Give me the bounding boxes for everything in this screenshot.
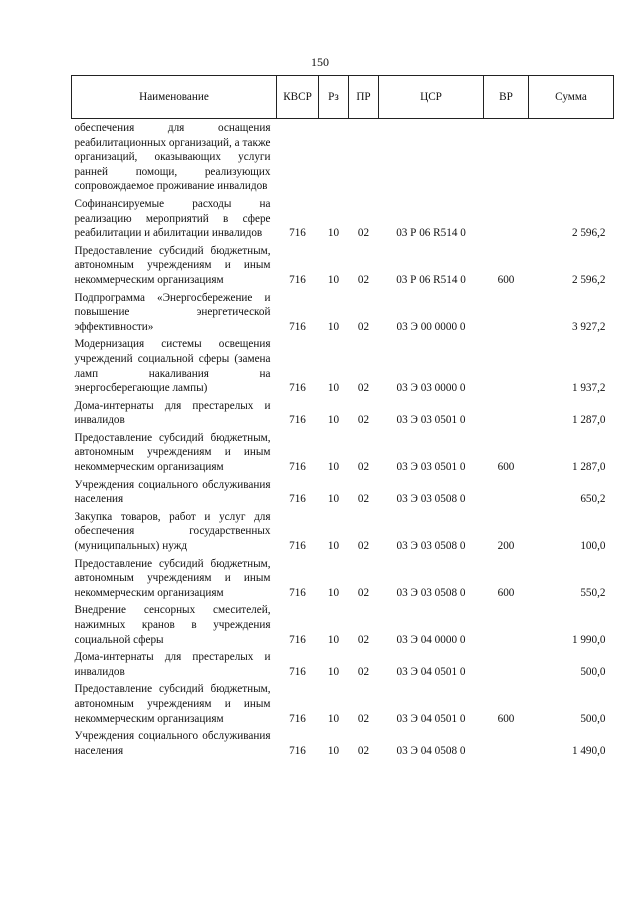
row-sum: 1 490,0 [571, 744, 606, 757]
row-rz [319, 119, 349, 197]
row-rz: 10 [327, 665, 340, 678]
row-rz: 10 [327, 461, 340, 474]
row-rz: 10 [327, 320, 340, 333]
row-vr [484, 119, 529, 197]
row-name: Внедрение сенсорных смесителей, нажимных кранов в учреждения социальной сферы [74, 604, 271, 646]
row-kvsr: 716 [289, 461, 306, 474]
row-kvsr: 716 [289, 273, 306, 286]
row-pr: 02 [357, 414, 370, 427]
row-sum: 1 287,0 [571, 461, 606, 474]
row-csr: 03 Э 03 0000 0 [396, 382, 466, 395]
row-pr: 02 [357, 493, 370, 506]
table-row [72, 197, 614, 244]
row-rz: 10 [327, 382, 340, 395]
row-name: Учреждения социального обслуживания населения [74, 730, 271, 757]
row-name: Учреждения социального обслуживания населения [74, 478, 271, 506]
row-rz: 10 [327, 493, 340, 506]
row-vr [484, 478, 529, 510]
row-kvsr: 716 [289, 493, 306, 506]
row-pr [349, 119, 379, 197]
row-sum: 1 937,2 [571, 382, 606, 395]
row-kvsr: 716 [289, 712, 306, 725]
row-rz: 10 [327, 414, 340, 427]
row-name: Предоставление субсидий бюджетным, автономным учреждениям и иным некоммерческим организациям [74, 244, 271, 286]
table-row [72, 244, 614, 291]
row-rz: 10 [327, 540, 340, 553]
row-csr [379, 119, 484, 197]
table-row [72, 510, 614, 557]
table-row [72, 399, 614, 431]
row-pr: 02 [357, 382, 370, 395]
header-csr: ЦСР [379, 76, 484, 119]
row-sum: 100,0 [580, 540, 606, 553]
row-vr: 200 [497, 540, 515, 553]
row-csr: 03 Э 04 0501 0 [396, 665, 466, 678]
header-pr: ПР [349, 76, 379, 119]
row-kvsr: 716 [289, 633, 306, 646]
header-sum: Сумма [529, 76, 614, 119]
row-name: обеспечения для оснащения реабилитационных организаций, а также организаций, оказывающих услуги ранней помощи, реализующих сопровождаемое проживание инвалидов [74, 122, 271, 193]
table-row [72, 603, 614, 650]
row-pr: 02 [357, 744, 370, 757]
row-pr: 02 [357, 320, 370, 333]
row-csr: 03 Э 04 0501 0 [396, 712, 466, 725]
row-sum: 550,2 [580, 586, 606, 599]
row-kvsr: 716 [289, 382, 306, 395]
row-csr: 03 Р 06 R514 0 [396, 227, 466, 240]
row-pr: 02 [357, 461, 370, 474]
row-pr: 02 [357, 227, 370, 240]
header-rz: Рз [319, 76, 349, 119]
table-row [72, 650, 614, 682]
row-sum: 2 596,2 [571, 273, 606, 286]
header-kvsr: КВСР [277, 76, 319, 119]
row-rz: 10 [327, 744, 340, 757]
budget-table [71, 75, 614, 761]
row-name: Предоставление субсидий бюджетным, автономным учреждениям и иным некоммерческим организациям [74, 431, 271, 474]
row-kvsr: 716 [289, 586, 306, 599]
table-row [72, 431, 614, 478]
row-pr: 02 [357, 712, 370, 725]
row-rz: 10 [327, 227, 340, 240]
table-header-row [72, 76, 614, 119]
row-csr: 03 Э 03 0501 0 [396, 414, 466, 427]
row-vr: 600 [497, 712, 515, 725]
row-kvsr [277, 119, 319, 197]
row-kvsr: 716 [289, 744, 306, 757]
row-rz: 10 [327, 273, 340, 286]
row-name: Софинансируемые расходы на реализацию мероприятий в сфере реабилитации и абилитации инвалидов [74, 197, 271, 240]
row-csr: 03 Э 03 0501 0 [396, 461, 466, 474]
table-row [72, 119, 614, 197]
row-pr: 02 [357, 540, 370, 553]
row-name: Предоставление субсидий бюджетным, автономным учреждениям и иным некоммерческим организациям [74, 557, 271, 599]
row-pr: 02 [357, 665, 370, 678]
row-pr: 02 [357, 586, 370, 599]
row-csr: 03 Э 04 0508 0 [396, 744, 466, 757]
row-sum: 3 927,2 [571, 320, 606, 333]
row-kvsr: 716 [289, 227, 306, 240]
row-kvsr: 716 [289, 540, 306, 553]
row-rz: 10 [327, 712, 340, 725]
table-row [72, 478, 614, 510]
table-row [72, 557, 614, 604]
header-name: Наименование [72, 76, 277, 119]
row-sum: 500,0 [580, 712, 606, 725]
row-kvsr: 716 [289, 320, 306, 333]
table-row [72, 291, 614, 338]
row-sum: 1 990,0 [571, 633, 606, 646]
table-row [72, 337, 614, 398]
page-number: 150 [311, 55, 329, 69]
row-pr: 02 [357, 273, 370, 286]
row-vr [484, 291, 529, 338]
row-vr [484, 603, 529, 650]
row-kvsr: 716 [289, 665, 306, 678]
table-row [72, 729, 614, 761]
row-rz: 10 [327, 586, 340, 599]
row-vr [484, 650, 529, 682]
row-vr [484, 729, 529, 761]
row-name: Закупка товаров, работ и услуг для обеспечения государственных (муниципальных) нужд [74, 510, 271, 553]
row-pr: 02 [357, 633, 370, 646]
row-kvsr: 716 [289, 414, 306, 427]
row-name: Предоставление субсидий бюджетным, автономным учреждениям и иным некоммерческим организациям [74, 683, 271, 725]
row-vr [484, 197, 529, 244]
row-csr: 03 Э 04 0000 0 [396, 633, 466, 646]
row-name: Подпрограмма «Энергосбережение и повышение энергетической эффективности» [74, 291, 271, 333]
row-csr: 03 Э 03 0508 0 [396, 540, 466, 553]
row-sum [529, 119, 614, 197]
row-sum: 650,2 [580, 493, 606, 506]
row-csr: 03 Э 03 0508 0 [396, 586, 466, 599]
row-name: Дома-интернаты для престарелых и инвалидов [74, 651, 271, 678]
row-sum: 500,0 [580, 665, 606, 678]
row-sum: 1 287,0 [571, 414, 606, 427]
header-vr: ВР [484, 76, 529, 119]
row-sum: 2 596,2 [571, 227, 606, 240]
row-name: Дома-интернаты для престарелых и инвалидов [74, 399, 271, 427]
row-csr: 03 Э 00 0000 0 [396, 320, 466, 333]
row-csr: 03 Р 06 R514 0 [396, 273, 466, 286]
table-row [72, 682, 614, 729]
row-vr [484, 337, 529, 398]
row-vr: 600 [497, 273, 515, 286]
row-csr: 03 Э 03 0508 0 [396, 493, 466, 506]
row-vr: 600 [497, 461, 515, 474]
row-vr [484, 399, 529, 431]
row-name: Модернизация системы освещения учреждений социальной сферы (замена ламп накаливания на энергосберегающие лампы) [74, 338, 271, 395]
row-rz: 10 [327, 633, 340, 646]
row-vr: 600 [497, 586, 515, 599]
